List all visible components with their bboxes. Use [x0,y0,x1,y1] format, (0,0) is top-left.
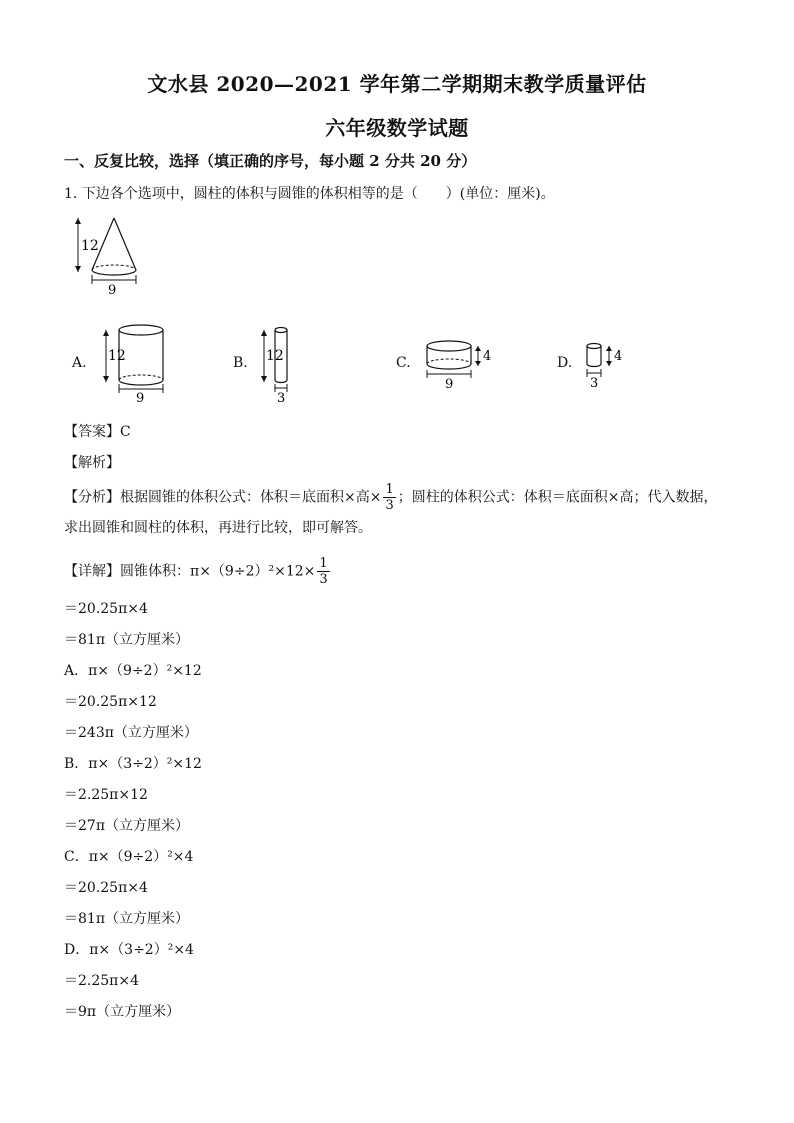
calc-line: ＝2.25π×4 [64,973,140,989]
question-1 [64,183,555,203]
calc-line: ＝81π（立方厘米） [64,632,190,648]
calc-line: ＝27π（立方厘米） [64,818,190,834]
option-b-cylinder [256,322,300,406]
option-d-height-label: 4 [614,349,623,364]
answer-line [64,421,131,441]
option-d-cylinder [582,338,632,390]
calc-line: ＝9π（立方厘米） [64,1004,181,1020]
question-number: 1. [64,186,78,202]
calc-line: ＝2.25π×12 [64,787,148,803]
calc-line: ＝20.25π×12 [64,694,157,710]
option-c-cylinder [420,338,500,390]
calc-line: ＝20.25π×4 [64,880,148,896]
fenxi-frac-denominator: 3 [385,498,394,513]
calc-line: D．π×（3÷2）²×4 [64,942,194,958]
exam-title: 文水县 2020—2021 学年第二学期期末教学质量评估 [147,72,647,96]
option-d-label: D. [557,355,573,371]
answer-tag: 【答案】 [64,424,120,440]
calc-line: ＝81π（立方厘米） [64,911,190,927]
cone-height-label: 12 [81,238,99,254]
fenxi-text-3: 求出圆锥和圆柱的体积，再进行比较，即可解答。 [64,520,372,536]
calc-line: B．π×（3÷2）²×12 [64,756,202,772]
fenxi-block [64,482,744,543]
calc-line: C．π×（9÷2）²×4 [64,849,194,865]
answer-value: C [120,424,131,440]
option-b-diameter-label: 3 [277,391,286,406]
option-c-label: C. [396,355,411,371]
option-b-height-label: 12 [266,348,284,364]
fenxi-text-2: ；圆柱的体积公式：体积＝底面积×高；代入数据， [397,489,718,506]
fenxi-text-1: 根据圆锥的体积公式：体积＝底面积×高× [120,489,382,506]
detail-header [64,556,332,587]
detail-frac-numerator: 1 [319,556,328,571]
option-a-cylinder [98,322,174,404]
detail-text: 圆锥体积：π×（9÷2）²×12× [120,563,316,580]
analysis-tag: 【解析】 [64,455,120,471]
section-heading: 一、反复比较，选择（填正确的序号，每小题 2 分共 20 分） [64,152,477,170]
option-b-label: B. [233,355,248,371]
exam-subtitle: 六年级数学试题 [325,116,469,140]
detail-frac-denominator: 3 [319,572,328,587]
detail-tag: 【详解】 [64,563,120,580]
option-c-height-label: 4 [483,349,492,364]
calc-line: ＝20.25π×4 [64,601,148,617]
cone-figure [70,212,150,296]
fenxi-fraction [383,482,395,513]
detail-fraction [317,556,329,587]
calc-line: A．π×（9÷2）²×12 [64,663,202,679]
option-c-diameter-label: 9 [445,377,454,390]
option-a-diameter-label: 9 [136,391,145,404]
fenxi-tag: 【分析】 [64,489,120,506]
option-a-height-label: 12 [108,348,126,364]
cone-diameter-label: 9 [108,283,117,296]
option-a-label: A. [72,355,87,371]
question-text: 下边各个选项中，圆柱的体积与圆锥的体积相等的是（ ）(单位：厘米)。 [81,186,555,202]
calc-line: ＝243π（立方厘米） [64,725,198,741]
option-d-diameter-label: 3 [590,376,599,390]
fenxi-frac-numerator: 1 [385,482,394,497]
